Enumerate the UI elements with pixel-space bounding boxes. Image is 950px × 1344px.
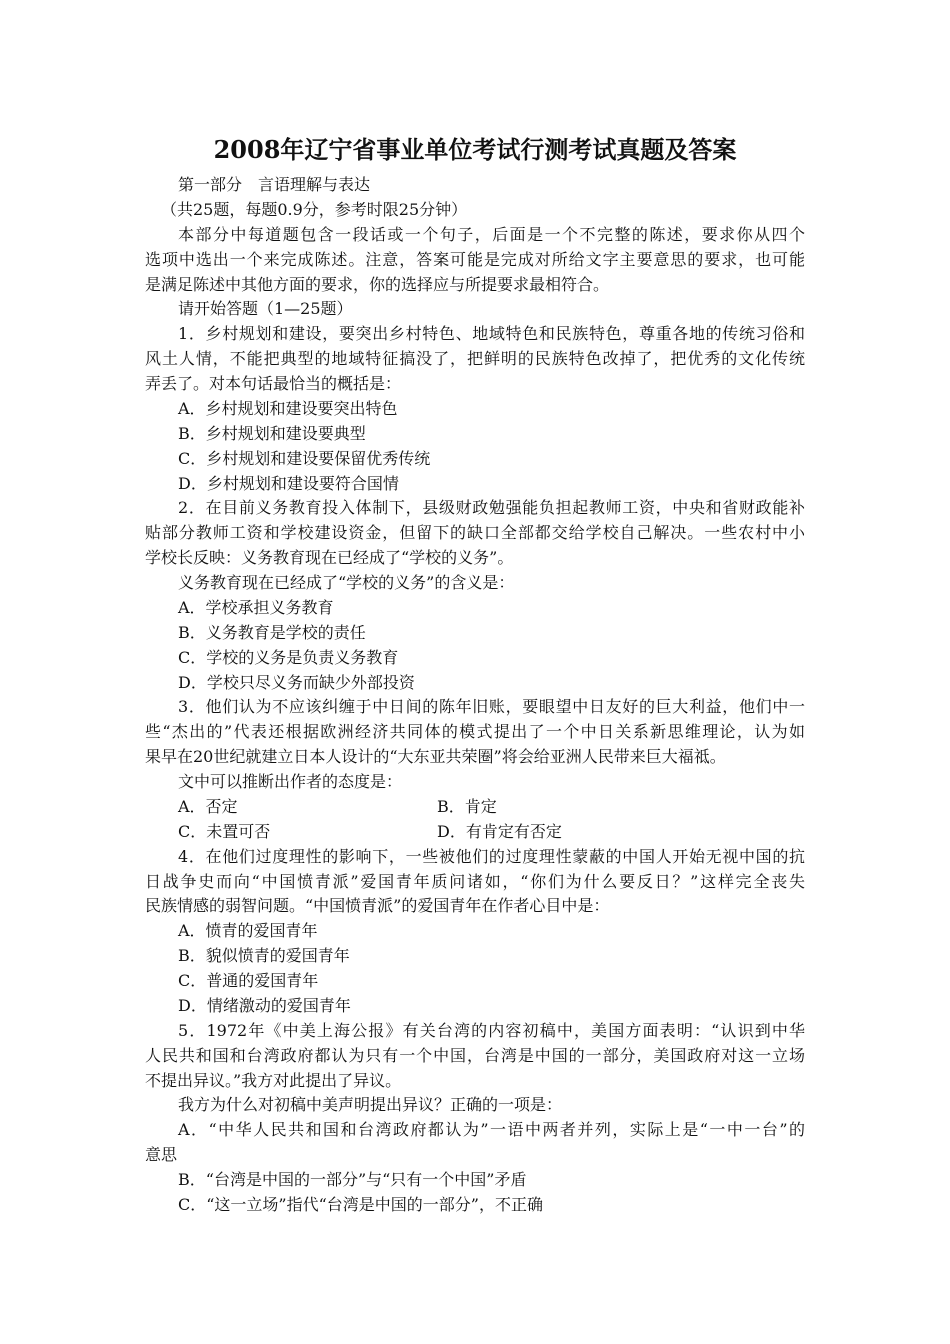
question-1-stem-line: 1．乡村规划和建设，要突出乡村特色、地域特色和民族特色，尊重各地的传统习俗和 xyxy=(178,324,805,344)
question-2-stem-line: 学校长反映：义务教育现在已经成了“学校的义务”。 xyxy=(145,548,514,568)
question-3-stem-line: 些“杰出的”代表还根据欧洲经济共同体的模式提出了一个中日关系新思维理论，认为如 xyxy=(145,722,805,742)
question-4-stem-line: 日战争史而向“中国愤青派”爱国青年质问诸如，“你们为什么要反日？”这样完全丧失 xyxy=(145,871,805,891)
question-4-stem-line: 4．在他们过度理性的影响下，一些被他们的过度理性蒙蔽的中国人开始无视中国的抗 xyxy=(178,846,805,866)
question-3-stem-line: 3．他们认为不应该纠缠于中日间的陈年旧账，要眼望中日友好的巨大利益，他们中一 xyxy=(178,697,805,717)
question-2-option-b: B．义务教育是学校的责任 xyxy=(178,622,366,642)
question-3-option-b: B．肯定 xyxy=(437,796,497,816)
question-5-prompt: 我方为什么对初稿中美声明提出异议？正确的一项是： xyxy=(178,1095,563,1115)
question-3-stem-line: 果早在20世纪就建立日本人设计的“大东亚共荣圈”将会给亚洲人民带来巨大福祗。 xyxy=(145,747,726,767)
question-4-stem-line: 民族情感的弱智问题。“中国愤青派”的爱国青年在作者心目中是： xyxy=(145,896,610,916)
question-2-stem-line: 2．在目前义务教育投入体制下，县级财政勉强能负担起教师工资，中央和省财政能补 xyxy=(178,498,805,518)
section-note: （共25题，每题0.9分，参考时限25分钟） xyxy=(161,199,468,219)
question-2-option-d: D．学校只尽义务而缺少外部投资 xyxy=(178,672,415,692)
question-3-option-c: C．未置可否 xyxy=(178,821,271,841)
question-4-option-d: D．情绪激动的爱国青年 xyxy=(178,995,351,1015)
question-2-prompt: 义务教育现在已经成了“学校的义务”的含义是： xyxy=(178,573,515,592)
question-3-options-row xyxy=(145,820,805,845)
question-3-option-a: A．否定 xyxy=(178,796,238,816)
question-1-option-b: B．乡村规划和建设要典型 xyxy=(178,423,366,443)
question-5-option-a: A．“中华人民共和国和台湾政府都认为”一语中两者并列，实际上是“一中一台”的 xyxy=(178,1120,805,1140)
question-4-option-c: C．普通的爱国青年 xyxy=(178,971,319,990)
question-2-option-a: A．学校承担义务教育 xyxy=(178,597,334,617)
question-1-option-a: A．乡村规划和建设要突出特色 xyxy=(178,398,398,418)
question-5-stem-line: 不提出异议。”我方对此提出了异议。 xyxy=(145,1070,402,1090)
question-3-prompt: 文中可以推断出作者的态度是： xyxy=(178,772,403,791)
document-body xyxy=(145,173,805,1218)
question-2-option-c: C．学校的义务是负责义务教育 xyxy=(178,647,399,667)
question-5-option-b: B．“台湾是中国的一部分”与“只有一个中国”矛盾 xyxy=(178,1170,527,1189)
question-5-stem-line: 人民共和国和台湾政府都认为只有一个中国，台湾是中国的一部分，美国政府对这一立场 xyxy=(145,1045,805,1065)
question-4-option-a: A．愤青的爱国青年 xyxy=(178,921,318,941)
instructions-line: 本部分中每道题包含一段话或一个句子，后面是一个不完整的陈述，要求你从四个 xyxy=(178,224,805,244)
question-5-option-c: C．“这一立场”指代“台湾是中国的一部分”，不正确 xyxy=(178,1194,543,1214)
question-1-stem-line: 弄丢了。对本句话最恰当的概括是： xyxy=(145,374,402,393)
question-1-option-d: D．乡村规划和建设要符合国情 xyxy=(178,473,399,493)
document-title: 2008年辽宁省事业单位考试行测考试真题及答案 xyxy=(213,135,737,164)
instructions-line: 选项中选出一个来完成陈述。注意，答案可能是完成对所给文字主要意思的要求，也可能 xyxy=(145,249,805,269)
question-2-stem-line: 贴部分教师工资和学校建设资金，但留下的缺口全部都交给学校自己解决。一些农村中小 xyxy=(145,523,805,543)
section-heading: 第一部分 言语理解与表达 xyxy=(178,175,371,194)
question-1-option-c: C．乡村规划和建设要保留优秀传统 xyxy=(178,448,431,468)
question-5-option-a-continuation: 意思 xyxy=(145,1145,178,1165)
question-3-option-d: D．有肯定有否定 xyxy=(437,821,562,841)
question-1-stem-line: 风土人情，不能把典型的地域特征搞没了，把鲜明的民族特色改掉了，把优秀的文化传统 xyxy=(145,349,805,369)
question-4-option-b: B．貌似愤青的爱国青年 xyxy=(178,946,350,966)
start-prompt: 请开始答题（1—25题） xyxy=(178,299,353,319)
instructions-line: 是满足陈述中其他方面的要求，你的选择应与所提要求最相符合。 xyxy=(145,274,610,294)
question-5-stem-line: 5．1972年《中美上海公报》有关台湾的内容初稿中，美国方面表明：“认识到中华 xyxy=(178,1020,805,1040)
question-3-options-row xyxy=(145,795,805,820)
